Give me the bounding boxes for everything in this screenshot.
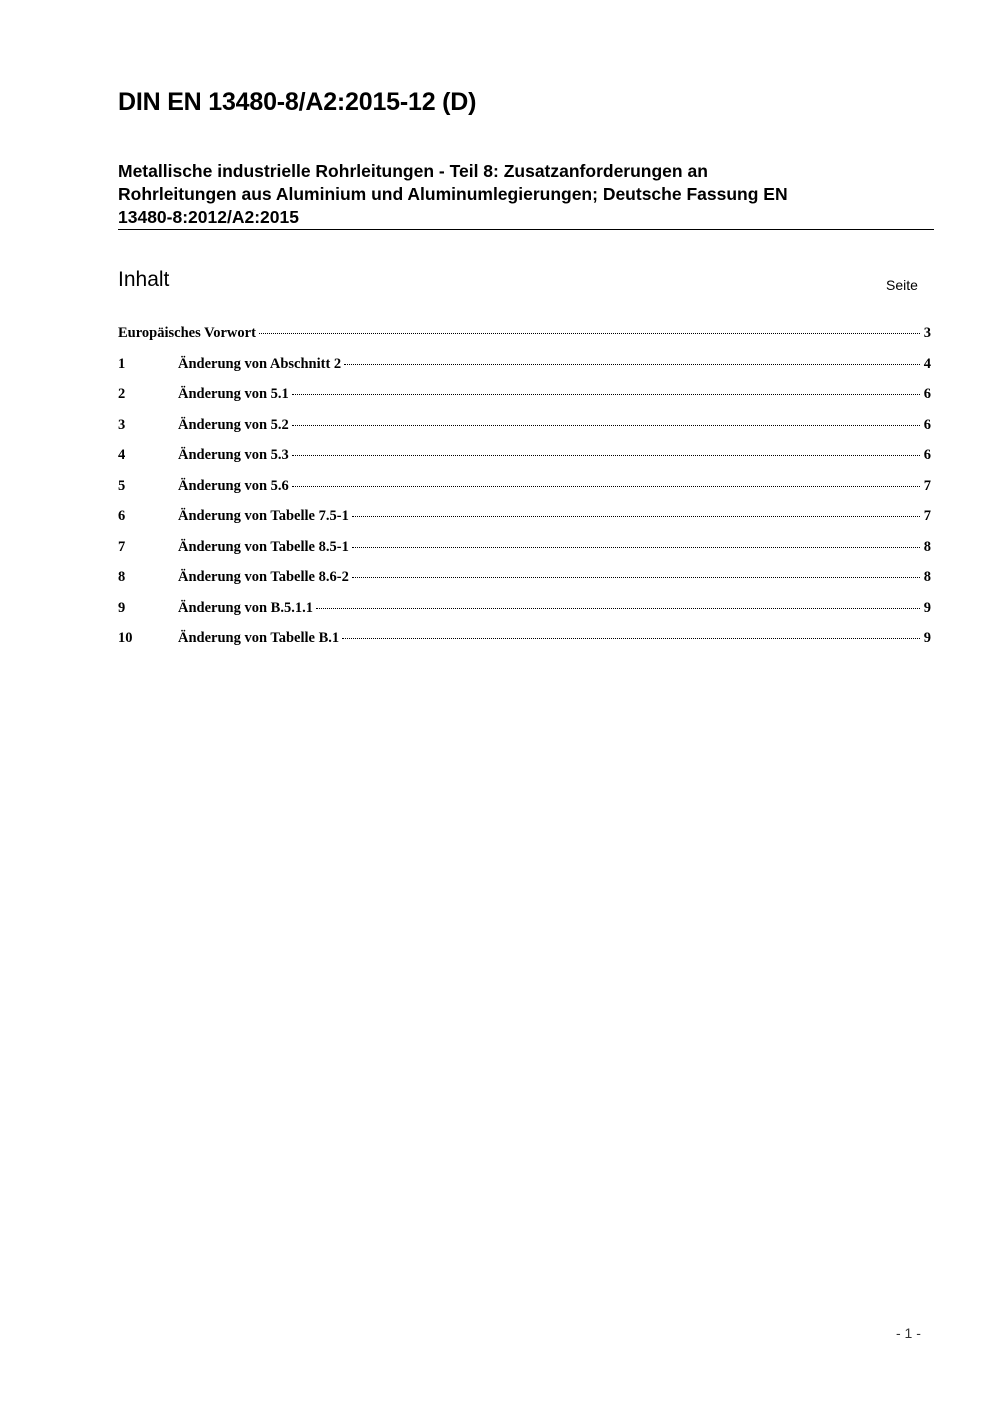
toc-dot-leader bbox=[292, 486, 920, 487]
toc-heading: Inhalt bbox=[118, 268, 170, 291]
toc-entry-number: 4 bbox=[118, 447, 126, 463]
toc-entry-number: 8 bbox=[118, 569, 126, 585]
toc-entry-label: Änderung von 5.2 bbox=[178, 416, 289, 433]
toc-entry-page: 6 bbox=[923, 386, 931, 402]
document-subtitle bbox=[118, 160, 933, 229]
toc-entry[interactable] bbox=[118, 539, 931, 570]
toc-entry[interactable] bbox=[118, 447, 931, 478]
toc-entry-page: 3 bbox=[923, 325, 931, 341]
toc-entry-number: 3 bbox=[118, 416, 126, 433]
toc-dot-leader bbox=[292, 425, 920, 426]
toc-entry-page: 8 bbox=[923, 569, 931, 585]
toc-dot-leader bbox=[342, 638, 920, 639]
toc-dot-leader bbox=[344, 364, 920, 365]
toc-entry-label: Änderung von 5.3 bbox=[178, 447, 289, 463]
subtitle-line: Metallische industrielle Rohrleitungen - Teil 8: Zusatzanforderungen an bbox=[118, 161, 708, 181]
toc-entry-number: 2 bbox=[118, 386, 126, 402]
toc-entry-label: Änderung von 5.1 bbox=[178, 386, 289, 402]
toc-entry-label: Änderung von Tabelle 7.5-1 bbox=[178, 508, 349, 524]
document-title: DIN EN 13480-8/A2:2015-12 (D) bbox=[118, 88, 477, 116]
title-divider bbox=[118, 229, 934, 230]
toc-entry-page: 6 bbox=[923, 447, 931, 463]
toc-entry-number: 6 bbox=[118, 508, 126, 524]
toc-entry[interactable] bbox=[118, 325, 931, 356]
toc-entry-label: Änderung von Tabelle B.1 bbox=[178, 630, 340, 646]
toc-dot-leader bbox=[352, 547, 920, 548]
toc-entry-page: 4 bbox=[923, 355, 931, 372]
subtitle-line: Rohrleitungen aus Aluminium und Aluminumlegierungen; Deutsche Fassung EN bbox=[118, 184, 788, 204]
toc-entry-label: Änderung von Abschnitt 2 bbox=[178, 355, 342, 372]
toc-dot-leader bbox=[352, 577, 920, 578]
toc-entry[interactable] bbox=[118, 508, 931, 539]
toc-entry-page: 8 bbox=[923, 538, 931, 555]
toc-entry[interactable] bbox=[118, 569, 931, 600]
table-of-contents bbox=[118, 325, 931, 661]
toc-entry[interactable] bbox=[118, 630, 931, 661]
toc-entry-label: Änderung von 5.6 bbox=[178, 477, 289, 494]
toc-page-column-label: Seite bbox=[886, 277, 918, 293]
toc-entry-label: Änderung von B.5.1.1 bbox=[178, 599, 313, 616]
toc-entry-label: Europäisches Vorwort bbox=[118, 325, 256, 341]
toc-entry-number: 10 bbox=[118, 630, 133, 646]
toc-entry-number: 9 bbox=[118, 599, 126, 616]
toc-entry[interactable] bbox=[118, 478, 931, 509]
toc-entry[interactable] bbox=[118, 356, 931, 387]
toc-entry-page: 7 bbox=[923, 508, 931, 524]
toc-entry-label: Änderung von Tabelle 8.6-2 bbox=[178, 569, 349, 585]
subtitle-line: 13480-8:2012/A2:2015 bbox=[118, 207, 299, 227]
toc-entry-page: 9 bbox=[923, 630, 931, 646]
page-number: - 1 - bbox=[896, 1325, 921, 1341]
toc-entry-number: 5 bbox=[118, 477, 126, 494]
toc-entry-page: 9 bbox=[923, 599, 931, 616]
toc-entry-number: 1 bbox=[118, 355, 126, 372]
toc-dot-leader bbox=[292, 394, 920, 395]
toc-entry-label: Änderung von Tabelle 8.5-1 bbox=[178, 538, 349, 555]
toc-entry-page: 7 bbox=[923, 477, 931, 494]
toc-dot-leader bbox=[352, 516, 920, 517]
toc-entry-number: 7 bbox=[118, 538, 126, 555]
toc-dot-leader bbox=[259, 333, 920, 334]
toc-entry[interactable] bbox=[118, 417, 931, 448]
toc-entry[interactable] bbox=[118, 386, 931, 417]
toc-entry-page: 6 bbox=[923, 416, 931, 433]
toc-dot-leader bbox=[292, 455, 920, 456]
toc-dot-leader bbox=[316, 608, 920, 609]
toc-entry[interactable] bbox=[118, 600, 931, 631]
